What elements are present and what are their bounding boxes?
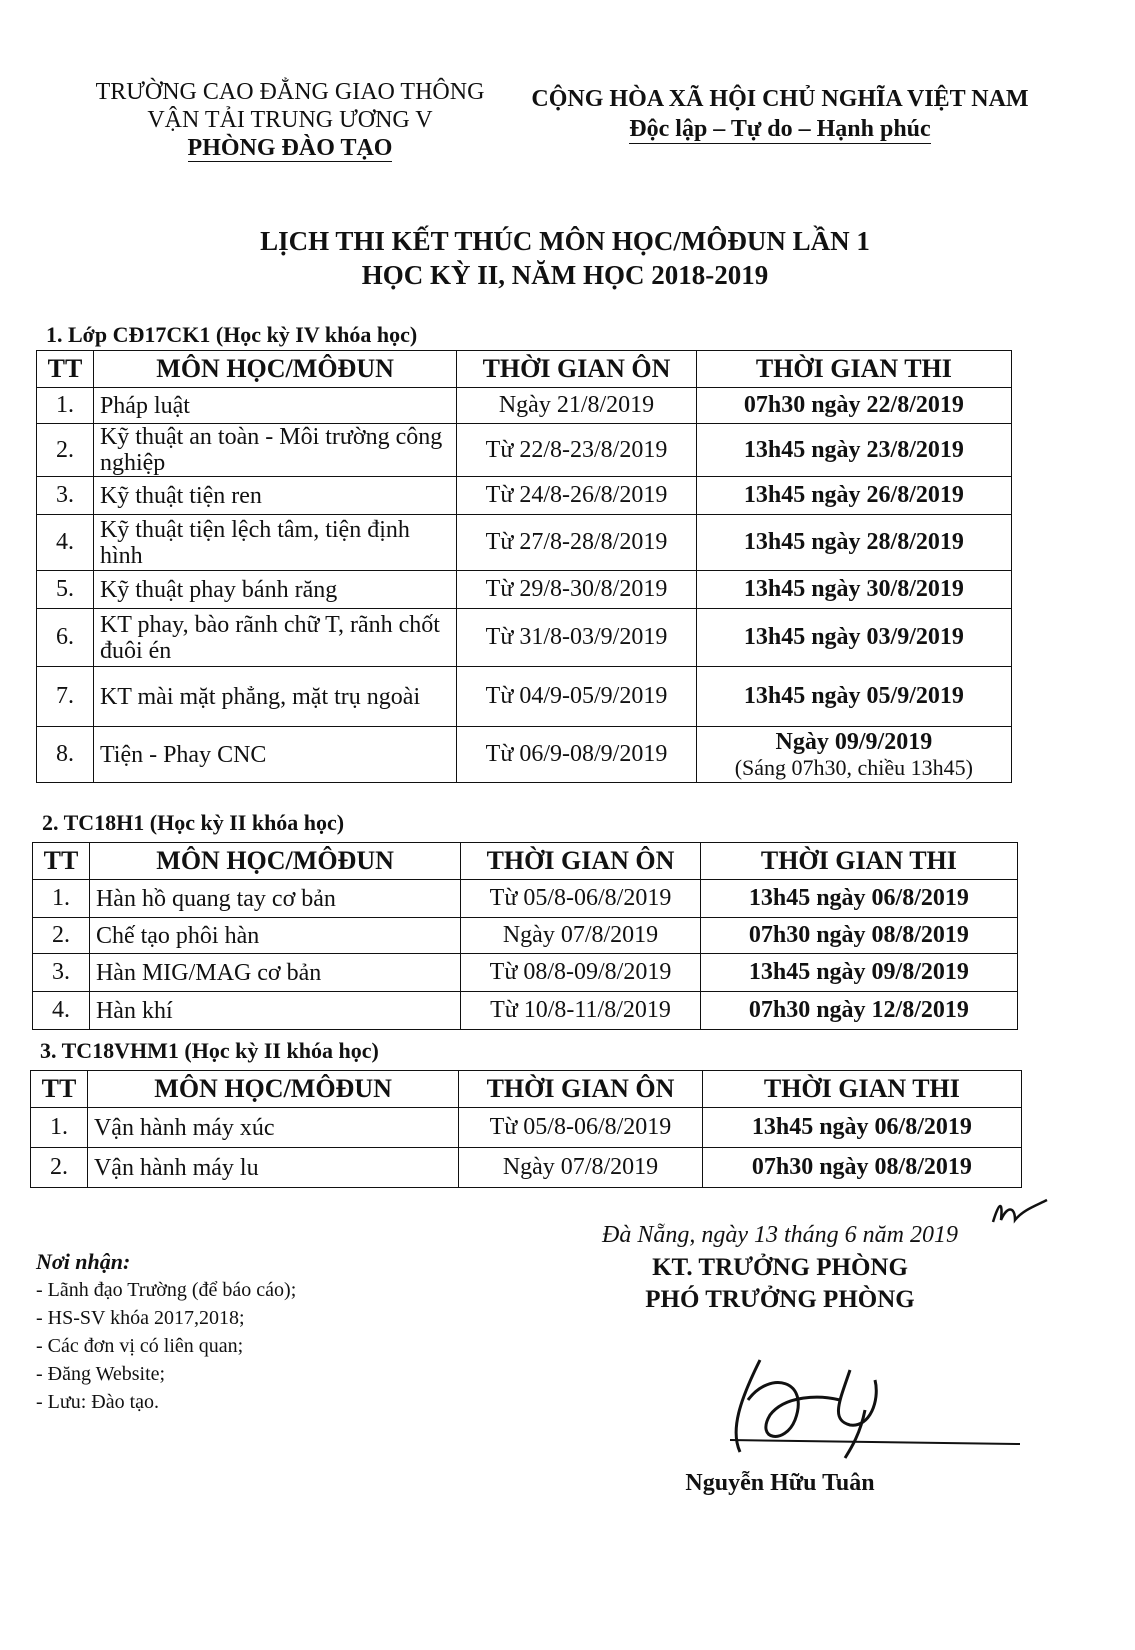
national-header <box>520 84 1040 144</box>
review-time: Từ 27/8-28/8/2019 <box>457 515 697 571</box>
subject-name: Chế tạo phôi hàn <box>89 918 460 954</box>
row-number: 4. <box>37 515 94 571</box>
row-number: 6. <box>37 609 94 667</box>
row-number: 7. <box>37 667 94 727</box>
schedule-table-3 <box>30 1070 1022 1188</box>
review-time: Từ 05/8-06/8/2019 <box>459 1108 703 1148</box>
subject-name: Hàn MIG/MAG cơ bản <box>89 954 460 992</box>
schedule-table-1 <box>36 350 1012 783</box>
exam-time: 13h45 ngày 09/8/2019 <box>700 954 1017 992</box>
exam-time: 13h45 ngày 26/8/2019 <box>696 477 1011 515</box>
row-number: 8. <box>37 727 94 783</box>
signer-name: Nguyễn Hữu Tuân <box>685 1470 875 1496</box>
document-title-line2: HỌC KỲ II, NĂM HỌC 2018-2019 <box>361 260 769 290</box>
exam-time: 07h30 ngày 22/8/2019 <box>696 388 1011 424</box>
recipient-item: - Lưu: Đào tạo. <box>36 1391 160 1413</box>
review-time: Từ 31/8-03/9/2019 <box>457 609 697 667</box>
row-number: 3. <box>37 477 94 515</box>
institution-name-line2: VẬN TẢI TRUNG ƯƠNG V <box>147 107 433 133</box>
table-header-row <box>31 1071 1022 1108</box>
review-time: Từ 08/8-09/8/2019 <box>461 954 701 992</box>
table-row <box>37 515 1012 571</box>
schedule-table-2 <box>32 842 1018 1030</box>
institution-header <box>70 78 510 162</box>
subject-name: Kỹ thuật tiện lệch tâm, tiện định hình <box>93 515 456 571</box>
exam-time: Ngày 09/9/2019 <box>775 729 933 755</box>
department-name: PHÒNG ĐÀO TẠO <box>187 135 393 161</box>
table-row <box>37 571 1012 609</box>
section-title-2: 2. TC18H1 (Học kỳ II khóa học) <box>42 810 345 835</box>
national-motto: Độc lập – Tự do – Hạnh phúc <box>629 116 931 142</box>
column-header-tt: TT <box>31 1071 88 1108</box>
table-row <box>37 424 1012 477</box>
subject-name: Hàn hồ quang tay cơ bản <box>89 880 460 918</box>
exam-time: 13h45 ngày 05/9/2019 <box>696 667 1011 727</box>
exam-time: 13h45 ngày 06/8/2019 <box>702 1108 1021 1148</box>
subject-name: Kỹ thuật an toàn - Môi trường công nghiệp <box>93 424 456 477</box>
institution-name-line1: TRƯỜNG CAO ĐẲNG GIAO THÔNG <box>95 79 485 105</box>
subject-name: Vận hành máy xúc <box>87 1108 458 1148</box>
exam-time: 13h45 ngày 03/9/2019 <box>696 609 1011 667</box>
row-number: 1. <box>37 388 94 424</box>
review-time: Từ 22/8-23/8/2019 <box>457 424 697 477</box>
subject-name: Kỹ thuật phay bánh răng <box>93 571 456 609</box>
nation-name: CỘNG HÒA XÃ HỘI CHỦ NGHĨA VIỆT NAM <box>531 86 1029 112</box>
row-number: 3. <box>33 954 90 992</box>
recipient-item: - Đăng Website; <box>36 1363 166 1385</box>
subject-name: Tiện - Phay CNC <box>93 727 456 783</box>
table-row <box>33 918 1018 954</box>
review-time: Từ 05/8-06/8/2019 <box>461 880 701 918</box>
review-time: Từ 29/8-30/8/2019 <box>457 571 697 609</box>
table-row <box>37 609 1012 667</box>
column-header-review-time: THỜI GIAN ÔN <box>457 351 697 388</box>
sign-role-2: PHÓ TRƯỞNG PHÒNG <box>645 1286 915 1313</box>
handwritten-signature <box>700 1340 1040 1460</box>
section-title-1: 1. Lớp CĐ17CK1 (Học kỳ IV khóa học) <box>46 322 418 347</box>
column-header-review-time: THỜI GIAN ÔN <box>461 843 701 880</box>
exam-time: 13h45 ngày 23/8/2019 <box>696 424 1011 477</box>
row-number: 4. <box>33 992 90 1030</box>
subject-name: KT mài mặt phẳng, mặt trụ ngoài <box>93 667 456 727</box>
row-number: 2. <box>31 1148 88 1188</box>
table-row <box>37 667 1012 727</box>
exam-time: 07h30 ngày 08/8/2019 <box>702 1148 1021 1188</box>
exam-time-note: (Sáng 07h30, chiều 13h45) <box>734 755 974 780</box>
recipients-title: Nơi nhận: <box>36 1249 131 1274</box>
table-row <box>33 880 1018 918</box>
exam-time: 07h30 ngày 08/8/2019 <box>700 918 1017 954</box>
initials-mark <box>985 1192 1055 1232</box>
column-header-exam-time: THỜI GIAN THI <box>702 1071 1021 1108</box>
subject-name: Pháp luật <box>93 388 456 424</box>
table-row <box>37 388 1012 424</box>
subject-name: Vận hành máy lu <box>87 1148 458 1188</box>
exam-time: 13h45 ngày 06/8/2019 <box>700 880 1017 918</box>
exam-time: 07h30 ngày 12/8/2019 <box>700 992 1017 1030</box>
table-row <box>37 727 1012 783</box>
section-title-3: 3. TC18VHM1 (Học kỳ II khóa học) <box>40 1038 379 1063</box>
exam-time: 13h45 ngày 30/8/2019 <box>696 571 1011 609</box>
row-number: 5. <box>37 571 94 609</box>
review-time: Từ 06/9-08/9/2019 <box>457 727 697 783</box>
table-row <box>31 1148 1022 1188</box>
row-number: 2. <box>37 424 94 477</box>
review-time: Ngày 07/8/2019 <box>461 918 701 954</box>
exam-time: 13h45 ngày 28/8/2019 <box>696 515 1011 571</box>
table-row <box>31 1108 1022 1148</box>
subject-name: KT phay, bào rãnh chữ T, rãnh chốt đuôi én <box>93 609 456 667</box>
place-date: Đà Nẵng, ngày 13 tháng 6 năm 2019 <box>602 1222 958 1248</box>
sign-role-1: KT. TRƯỞNG PHÒNG <box>652 1254 908 1281</box>
row-number: 2. <box>33 918 90 954</box>
document-title-line1: LỊCH THI KẾT THÚC MÔN HỌC/MÔĐUN LẦN 1 <box>260 226 870 256</box>
row-number: 1. <box>33 880 90 918</box>
review-time: Ngày 21/8/2019 <box>457 388 697 424</box>
table-row <box>37 477 1012 515</box>
recipients-block <box>36 1248 296 1416</box>
column-header-subject: MÔN HỌC/MÔĐUN <box>87 1071 458 1108</box>
column-header-subject: MÔN HỌC/MÔĐUN <box>89 843 460 880</box>
review-time: Ngày 07/8/2019 <box>459 1148 703 1188</box>
column-header-review-time: THỜI GIAN ÔN <box>459 1071 703 1108</box>
recipient-item: - Các đơn vị có liên quan; <box>36 1335 244 1357</box>
table-row <box>33 992 1018 1030</box>
recipient-item: - Lãnh đạo Trường (để báo cáo); <box>36 1279 297 1301</box>
table-header-row <box>37 351 1012 388</box>
table-row <box>33 954 1018 992</box>
review-time: Từ 10/8-11/8/2019 <box>461 992 701 1030</box>
recipient-item: - HS-SV khóa 2017,2018; <box>36 1307 245 1329</box>
table-header-row <box>33 843 1018 880</box>
subject-name: Hàn khí <box>89 992 460 1030</box>
row-number: 1. <box>31 1108 88 1148</box>
column-header-exam-time: THỜI GIAN THI <box>700 843 1017 880</box>
column-header-exam-time: THỜI GIAN THI <box>696 351 1011 388</box>
column-header-tt: TT <box>33 843 90 880</box>
column-header-tt: TT <box>37 351 94 388</box>
exam-time-cell <box>696 727 1011 783</box>
review-time: Từ 04/9-05/9/2019 <box>457 667 697 727</box>
review-time: Từ 24/8-26/8/2019 <box>457 477 697 515</box>
column-header-subject: MÔN HỌC/MÔĐUN <box>93 351 456 388</box>
subject-name: Kỹ thuật tiện ren <box>93 477 456 515</box>
